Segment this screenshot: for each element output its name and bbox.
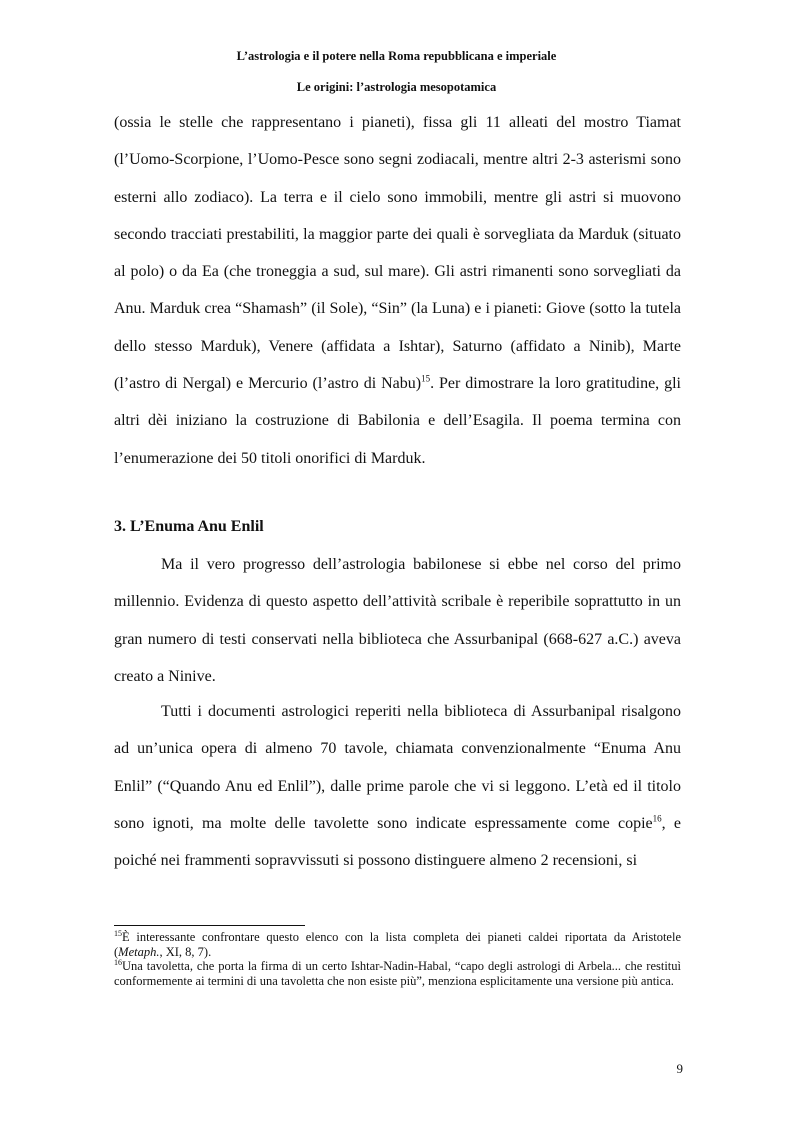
footnote-number: 16 <box>114 958 122 968</box>
page-number: 9 <box>676 1061 683 1076</box>
paragraph-text: Tutti i documenti astrologici reperiti nella biblioteca di Assurbanipal risalgono ad un’unica opera di almeno 70 tavole, chiamata convenzionalmente “Enuma Anu Enlil” (“Quando Anu ed Enlil”), dalle prime parole che vi si leggono. L’età ed il titolo sono ignoti, ma molte delle tavolette sono indicate espressamente come copie <box>114 703 681 832</box>
footnote-ref-16[interactable]: 16 <box>652 813 662 824</box>
footnote-separator <box>114 925 305 926</box>
footnote-number: 15 <box>114 928 122 938</box>
paragraph-text: (ossia le stelle che rappresentano i pianeti), fissa gli 11 alleati del mostro Tiamat (l’Uomo-Scorpione, l’Uomo-Pesce sono segni zodiacali, mentre altri 2-3 asterismi sono esterni allo zodiaco). La terra e il cielo sono immobili, mentre gli astri si muovono secondo tracciati prestabiliti, la maggior parte dei quali è sorvegliata da Marduk (situato al polo) o da Ea (che troneggia a sud, sul mare). Gli astri rimanenti sono sorvegliati da Anu. Marduk crea “Shamash” (il Sole), “Sin” (la Luna) e i pianeti: Giove (sotto la tutela dello stesso Marduk), Venere (affidata a Ishtar), Saturno (affidato a Ninib), Marte (l’astro di Nergal) e Mercurio (l’astro di Nabu) <box>114 114 681 393</box>
paragraph-tiamat <box>114 104 681 477</box>
running-header-title: L’astrologia e il potere nella Roma repubblicana e imperiale <box>236 49 557 63</box>
paragraph-text: , e poiché nei frammenti sopravvissuti si possono distinguere almeno 2 recensioni, si <box>114 814 681 870</box>
footnote-text: , XI, 8, 7). <box>159 944 212 959</box>
footnote-text: Una tavoletta, che porta la firma di un certo Ishtar-Nadin-Habal, “capo degli astrologi di Arbela... che restituì conformemente ai termini di una tavoletta che non esiste più”, menziona esplicitamente una versione più antica. <box>114 959 681 988</box>
footnote-16 <box>114 959 681 988</box>
paragraph-progress <box>114 546 681 695</box>
footnote-text: È interessante confrontare questo elenco con la lista completa dei pianeti caldei riportata da Aristotele ( <box>114 930 681 959</box>
section-heading: 3. L’Enuma Anu Enlil <box>114 518 264 535</box>
paragraph-text: Ma il vero progresso dell’astrologia babilonese si ebbe nel corso del primo millennio. Evidenza di questo aspetto dell’attività scribale è reperibile soprattutto in un gran numero di testi conservati nella biblioteca che Assurbanipal (668-627 a.C.) aveva creato a Ninive. <box>114 556 681 685</box>
footnote-citation: Metaph. <box>118 944 160 959</box>
footnotes <box>114 930 681 988</box>
paragraph-documents <box>114 693 681 879</box>
paragraph-text: . Per dimostrare la loro gratitudine, gli altri dèi iniziano la costruzione di Babilonia e dell’Esagila. Il poema termina con l’enumerazione dei 50 titoli onorifici di Marduk. <box>114 375 681 467</box>
footnote-ref-15[interactable]: 15 <box>421 373 431 384</box>
footnote-15 <box>114 930 681 959</box>
running-header-chapter: Le origini: l’astrologia mesopotamica <box>296 80 497 94</box>
